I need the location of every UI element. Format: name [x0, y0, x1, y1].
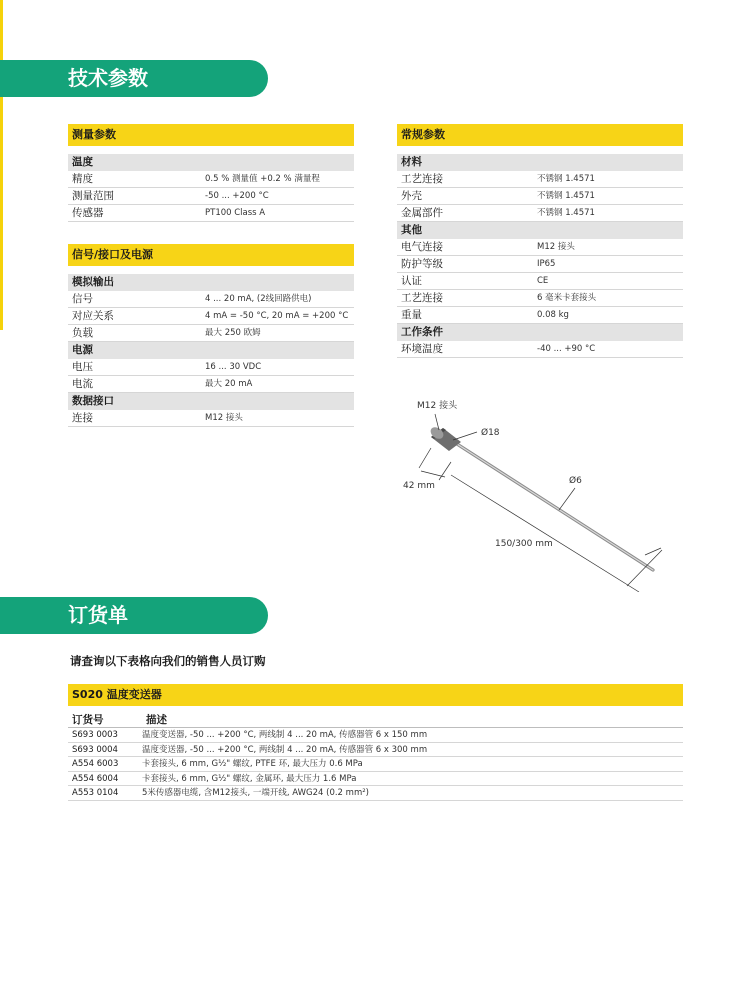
- order-no: S693 0004: [72, 744, 118, 755]
- col-description: 描述: [146, 714, 167, 726]
- row-value: 不锈钢 1.4571: [537, 191, 595, 201]
- order-header: [68, 712, 683, 728]
- row-label: 电气连接: [401, 241, 443, 253]
- table-row: [397, 256, 683, 273]
- table-row: [68, 325, 354, 342]
- row-label: 电流: [72, 378, 93, 390]
- general-group-other: 其他: [397, 222, 683, 239]
- section-banner-tech: 技术参数: [0, 60, 268, 97]
- label-length: 150/300 mm: [495, 539, 553, 549]
- table-row: [68, 188, 354, 205]
- measure-title: 测量参数: [68, 124, 354, 146]
- signal-title: 信号/接口及电源: [68, 244, 354, 266]
- row-label: 金属部件: [401, 207, 443, 219]
- general-group-material: 材料: [397, 154, 683, 171]
- order-table: [68, 684, 683, 801]
- order-desc: 卡套接头, 6 mm, G½" 螺纹, 金属环, 最大压力 1.6 MPa: [142, 773, 357, 784]
- table-row: [397, 290, 683, 307]
- general-group-conditions: 工作条件: [397, 324, 683, 341]
- row-value: IP65: [537, 259, 556, 269]
- label-d18: Ø18: [481, 428, 500, 438]
- table-row: [397, 239, 683, 256]
- row-value: -50 ... +200 °C: [205, 191, 269, 201]
- col-order-no: 订货号: [72, 714, 104, 726]
- row-value: 最大 20 mA: [205, 379, 253, 389]
- general-title: 常规参数: [397, 124, 683, 146]
- table-row: [68, 786, 683, 801]
- row-value: 4 mA = -50 °C, 20 mA = +200 °C: [205, 311, 349, 321]
- table-row: [68, 171, 354, 188]
- row-label: 电压: [72, 361, 93, 373]
- table-row: [68, 743, 683, 758]
- row-label: 重量: [401, 309, 422, 321]
- order-desc: 温度变送器, -50 ... +200 °C, 两线制 4 ... 20 mA, 传感器管 6 x 300 mm: [142, 744, 428, 755]
- row-value: 不锈钢 1.4571: [537, 174, 595, 184]
- table-row: [397, 188, 683, 205]
- table-row: [397, 341, 683, 358]
- row-value: 不锈钢 1.4571: [537, 208, 595, 218]
- table-row: [397, 171, 683, 188]
- row-value: 4 ... 20 mA, (2线回路供电): [205, 294, 312, 304]
- row-label: 信号: [72, 293, 93, 305]
- row-label: 负载: [72, 327, 93, 339]
- row-value: 16 ... 30 VDC: [205, 362, 262, 372]
- row-value: M12 接头: [537, 242, 575, 252]
- row-value: 0.08 kg: [537, 310, 569, 320]
- row-value: PT100 Class A: [205, 208, 266, 218]
- yellow-edge-line: [0, 0, 3, 330]
- table-row: [68, 728, 683, 743]
- row-value: 最大 250 欧姆: [205, 328, 261, 338]
- table-row: [68, 291, 354, 308]
- row-label: 对应关系: [72, 310, 114, 322]
- row-value: 0.5 % 测量值 +0.2 % 满量程: [205, 174, 320, 184]
- row-label: 外壳: [401, 190, 422, 202]
- table-row: [68, 757, 683, 772]
- sensor-dimension-drawing: [395, 392, 675, 592]
- label-d6: Ø6: [569, 476, 582, 486]
- order-desc: 卡套接头, 6 mm, G½" 螺纹, PTFE 环, 最大压力 0.6 MPa: [142, 759, 363, 770]
- table-row: [397, 273, 683, 290]
- row-value: CE: [537, 276, 549, 286]
- section-banner-order: 订货单: [0, 597, 268, 634]
- table-row: [397, 307, 683, 324]
- order-title: S020 温度变送器: [68, 684, 683, 706]
- row-label: 环境温度: [401, 343, 443, 355]
- measure-panel: [68, 124, 354, 222]
- order-note: 请查询以下表格向我们的销售人员订购: [70, 654, 266, 668]
- order-no: A554 6004: [72, 773, 119, 784]
- order-desc: 温度变送器, -50 ... +200 °C, 两线制 4 ... 20 mA, 传感器管 6 x 150 mm: [142, 730, 428, 740]
- order-desc: 5米传感器电缆, 含M12接头, 一端开线, AWG24 (0.2 mm²): [142, 788, 369, 799]
- order-no: S693 0003: [72, 730, 118, 740]
- row-label: 防护等级: [401, 258, 443, 270]
- row-label: 传感器: [72, 207, 104, 219]
- row-label: 连接: [72, 412, 93, 424]
- row-label: 工艺连接: [401, 292, 443, 304]
- row-label: 测量范围: [72, 190, 114, 202]
- order-no: A554 6003: [72, 759, 119, 770]
- row-value: -40 ... +90 °C: [537, 344, 596, 354]
- row-label: 认证: [401, 275, 422, 287]
- signal-group-analog: 模拟输出: [68, 274, 354, 291]
- table-row: [68, 410, 354, 427]
- measure-group: 温度: [68, 154, 354, 171]
- signal-panel: [68, 244, 354, 427]
- label-m12: M12 接头: [417, 401, 458, 411]
- table-row: [68, 308, 354, 325]
- order-no: A553 0104: [72, 788, 119, 799]
- row-value: M12 接头: [205, 413, 243, 423]
- row-label: 工艺连接: [401, 173, 443, 185]
- table-row: [397, 205, 683, 222]
- signal-group-power: 电源: [68, 342, 354, 359]
- table-row: [68, 359, 354, 376]
- row-value: 6 毫米卡套接头: [537, 293, 597, 303]
- table-row: [68, 772, 683, 787]
- general-panel: [397, 124, 683, 358]
- table-row: [68, 376, 354, 393]
- signal-group-data: 数据接口: [68, 393, 354, 410]
- label-42mm: 42 mm: [403, 481, 435, 491]
- table-row: [68, 205, 354, 222]
- row-label: 精度: [72, 173, 93, 185]
